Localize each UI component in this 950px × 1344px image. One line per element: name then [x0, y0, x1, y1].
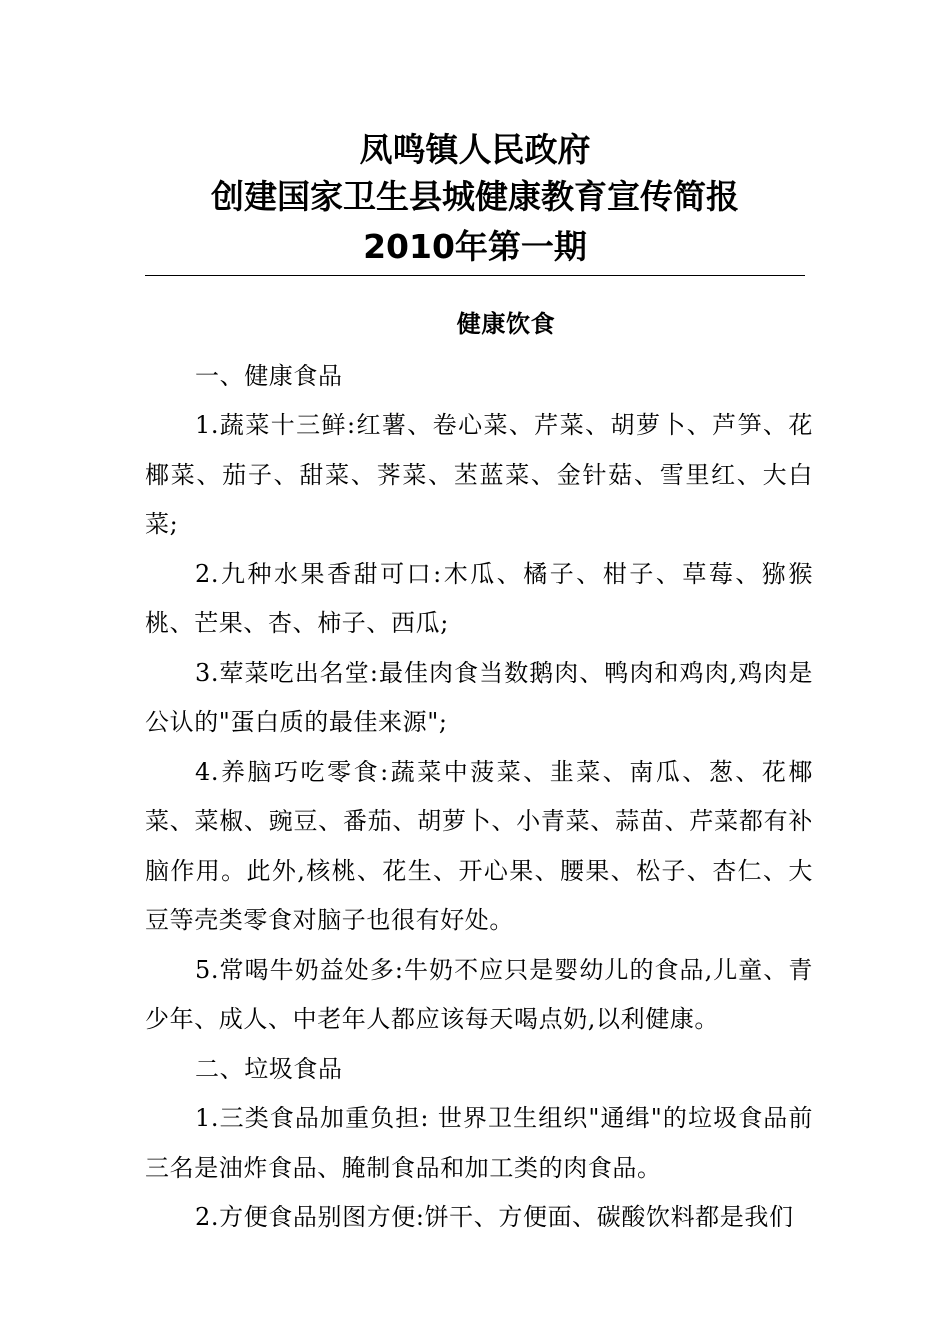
paragraph-meat: 3.荤菜吃出名堂:最佳肉食当数鹅肉、鸭肉和鸡肉,鸡肉是公认的"蛋白质的最佳来源";	[145, 658, 813, 736]
paragraph-convenience-food: 2.方便食品别图方便:饼干、方便面、碳酸饮料都是我们	[195, 1203, 794, 1231]
paragraph-milk: 5.常喝牛奶益处多:牛奶不应只是婴幼儿的食品,儿童、青少年、成人、中老年人都应该每天喝点奶,以利健康。	[145, 955, 813, 1033]
paragraph-heading-healthy-food: 一、健康食品	[195, 361, 343, 390]
issue-number: 2010年第一期	[363, 227, 587, 266]
paragraph-three-junk-foods: 1.三类食品加重负担: 世界卫生组织"通缉"的垃圾食品前三名是油炸食品、腌制食品和加工类的肉食品。	[145, 1104, 813, 1182]
paragraph-heading-junk-food: 二、垃圾食品	[195, 1054, 343, 1083]
paragraph-fruits: 2.九种水果香甜可口:木瓜、橘子、柑子、草莓、猕猴桃、芒果、杏、柿子、西瓜;	[145, 559, 813, 637]
bulletin-header	[145, 128, 805, 272]
article-body	[145, 300, 813, 1243]
paragraph-vegetables: 1.蔬菜十三鲜:红薯、卷心菜、芹菜、胡萝卜、芦笋、花椰菜、茄子、甜菜、荠菜、苤蓝菜、金针菇、雪里红、大白菜;	[145, 411, 813, 538]
article-title: 健康饮食	[456, 310, 556, 338]
paragraph-brain-snacks: 4.养脑巧吃零食:蔬菜中菠菜、韭菜、南瓜、葱、花椰菜、菜椒、豌豆、番茄、胡萝卜、小青菜、蒜苗、芹菜都有补脑作用。此外,核桃、花生、开心果、腰果、松子、杏仁、大豆等壳类零食对脑子也很有好处。	[145, 757, 813, 934]
bulletin-title: 创建国家卫生县城健康教育宣传简报	[211, 177, 739, 216]
header-divider	[145, 275, 805, 276]
issuer-title: 凤鸣镇人民政府	[359, 130, 591, 169]
